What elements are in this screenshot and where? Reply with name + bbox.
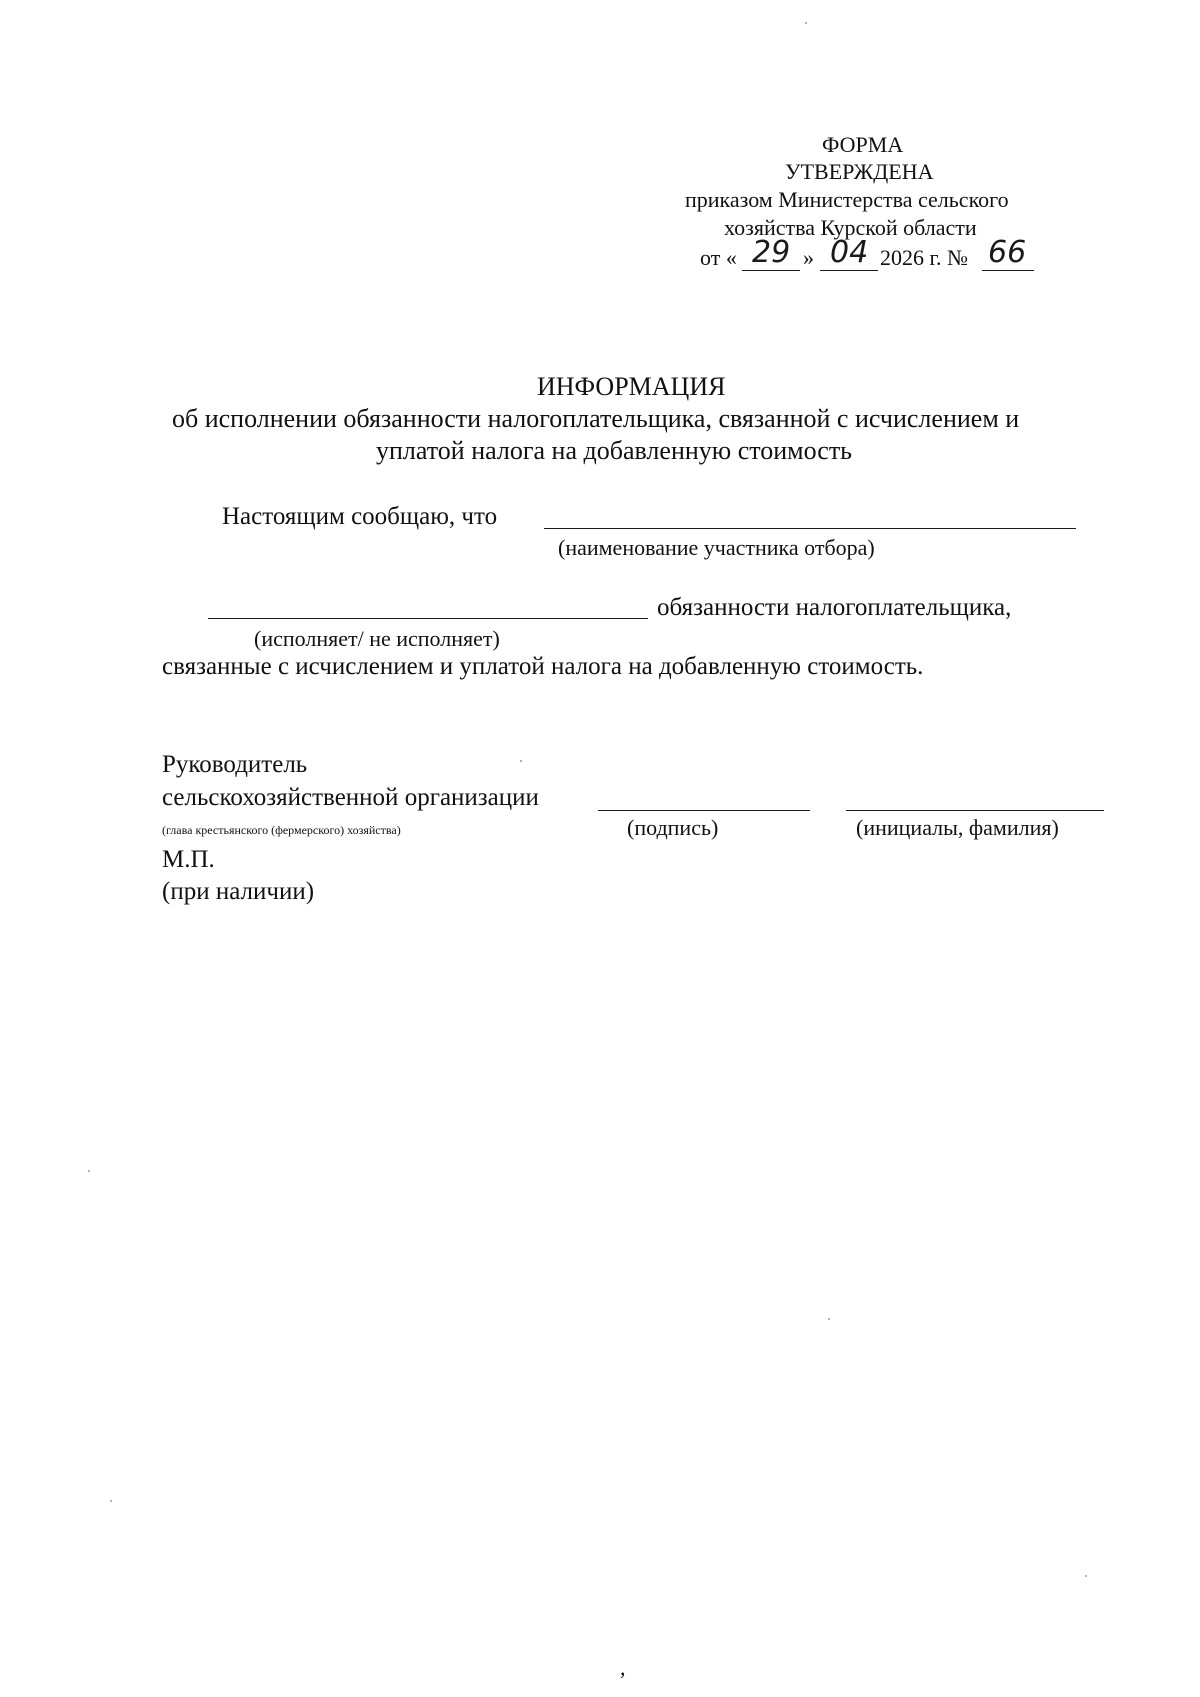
scan-speck	[110, 1500, 112, 1502]
participant-name-field[interactable]	[544, 528, 1076, 529]
participant-name-hint: (наименование участника отбора)	[558, 535, 875, 560]
approval-date-mid: »	[803, 245, 814, 270]
approval-month-handwritten: 04	[830, 235, 869, 270]
approval-form-label: ФОРМА	[822, 132, 904, 157]
approval-order-line: приказом Министерства сельского	[685, 187, 1009, 212]
approval-year: 2026 г. №	[880, 245, 969, 270]
page-mark: ,	[620, 1655, 626, 1680]
fulfils-status-field[interactable]	[208, 618, 648, 619]
approval-day-underline	[742, 270, 800, 271]
signer-role-hint: (глава крестьянского (фермерского) хозяйства)	[162, 823, 401, 837]
duty-text: обязанности налогоплательщика,	[657, 594, 1012, 621]
stamp-label: М.П.	[162, 846, 215, 873]
scan-speck	[520, 760, 522, 762]
signature-hint: (подпись)	[627, 815, 719, 840]
approval-number-handwritten: 66	[988, 235, 1027, 270]
document-subtitle-line-2: уплатой налога на добавленную стоимость	[376, 436, 853, 465]
approval-number-underline	[982, 270, 1034, 271]
document-title: ИНФОРМАЦИЯ	[537, 372, 726, 401]
stamp-hint: (при наличии)	[162, 878, 315, 905]
approval-day-handwritten: 29	[752, 235, 791, 270]
signer-name-hint: (инициалы, фамилия)	[856, 815, 1059, 840]
scan-speck	[88, 1170, 90, 1172]
intro-text: Настоящим сообщаю, что	[222, 503, 498, 530]
approval-approved-label: УТВЕРЖДЕНА	[785, 159, 934, 184]
closing-text: связанные с исчислением и уплатой налога на добавленную стоимость.	[162, 653, 924, 680]
signature-field[interactable]	[598, 810, 810, 811]
scan-speck	[1085, 1575, 1087, 1577]
fulfils-status-hint: (исполняет/ не исполняет)	[254, 626, 500, 651]
approval-ministry-line: хозяйства Курской области	[724, 215, 977, 240]
approval-month-underline	[820, 270, 878, 271]
approval-date-prefix: от «	[700, 245, 737, 270]
scan-speck	[828, 1318, 830, 1320]
signer-role-line-2: сельскохозяйственной организации	[162, 784, 539, 811]
signer-name-field[interactable]	[846, 810, 1104, 811]
signer-role-line-1: Руководитель	[162, 751, 308, 778]
document-subtitle-line-1: об исполнении обязанности налогоплательщика, связанной с исчислением и	[172, 404, 1020, 433]
scan-speck	[805, 22, 807, 24]
